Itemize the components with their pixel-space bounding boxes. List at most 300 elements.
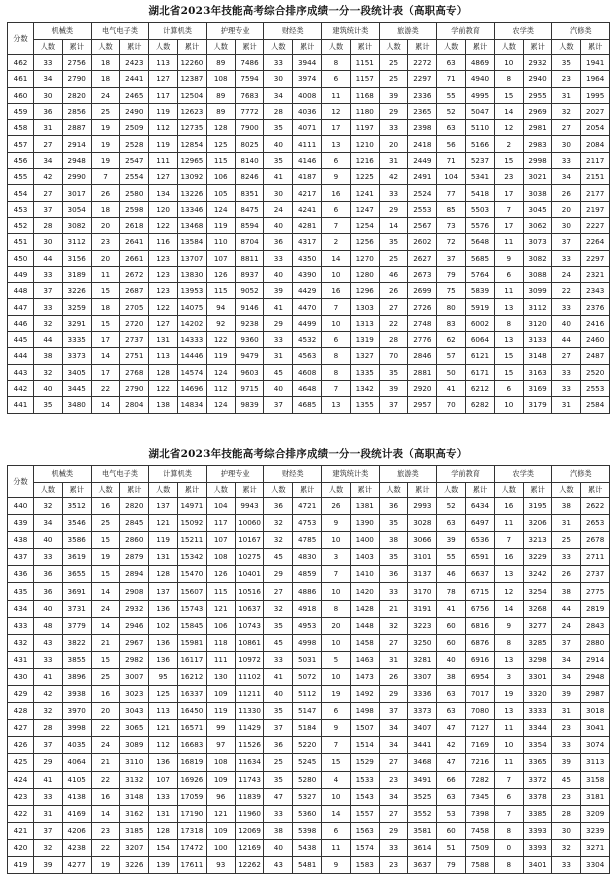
count-cell: 6 [322, 152, 351, 168]
count-cell: 63 [437, 788, 466, 805]
cumulative-cell: 1964 [581, 71, 610, 87]
count-header: 人数 [91, 40, 120, 55]
count-cell: 42 [437, 737, 466, 754]
score-cell: 426 [8, 737, 34, 754]
cumulative-cell: 17190 [178, 805, 207, 822]
cumulative-cell: 3239 [581, 822, 610, 839]
cumulative-cell: 2084 [581, 136, 610, 152]
cumulative-cell: 2756 [62, 55, 91, 71]
cumulative-cell: 2880 [581, 634, 610, 651]
cumulative-cell: 15743 [178, 600, 207, 617]
cumulative-cell: 2227 [581, 217, 610, 233]
cumulative-cell: 4859 [293, 566, 322, 583]
count-cell: 63 [437, 515, 466, 532]
count-cell: 41 [34, 771, 63, 788]
count-cell: 29 [379, 103, 408, 119]
count-cell: 8 [322, 348, 351, 364]
category-header: 电气电子类 [91, 23, 149, 40]
cumulative-cell: 3546 [62, 515, 91, 532]
count-cell: 10 [322, 634, 351, 651]
cumulative-cell: 3066 [408, 532, 437, 549]
cumulative-cell: 7216 [466, 754, 495, 771]
cumulative-cell: 3089 [120, 737, 149, 754]
cumulative-cell: 4532 [293, 332, 322, 348]
count-cell: 14 [494, 103, 523, 119]
count-cell: 41 [264, 668, 293, 685]
count-cell: 137 [149, 498, 178, 515]
cumulative-cell: 14696 [178, 380, 207, 396]
cumulative-cell: 1574 [350, 839, 379, 856]
score-cell: 457 [8, 136, 34, 152]
count-cell: 120 [149, 201, 178, 217]
count-cell: 31 [379, 651, 408, 668]
cumulative-cell: 2705 [120, 299, 149, 315]
category-header: 旅游类 [379, 466, 437, 483]
cumulative-cell: 2661 [120, 250, 149, 266]
count-cell: 40 [264, 266, 293, 282]
cumulative-cell: 2197 [581, 201, 610, 217]
cumulative-cell: 2321 [581, 266, 610, 282]
cumulative-cell: 1303 [350, 299, 379, 315]
count-cell: 122 [206, 332, 235, 348]
count-cell: 30 [34, 87, 63, 103]
count-cell: 126 [206, 266, 235, 282]
count-cell: 15 [322, 754, 351, 771]
cumulative-cell: 3271 [581, 839, 610, 856]
count-cell: 19 [91, 136, 120, 152]
cumulative-cell: 2554 [120, 169, 149, 185]
count-cell: 22 [552, 283, 581, 299]
count-cell: 44 [34, 250, 63, 266]
cumulative-cell: 3112 [523, 299, 552, 315]
count-cell: 20 [91, 217, 120, 233]
count-cell: 9 [322, 169, 351, 185]
cumulative-cell: 5327 [293, 788, 322, 805]
sheet-title: 湖北省2023年技能高考综合排序成绩一分一段统计表（高职高专） [148, 5, 468, 17]
table-row [8, 103, 610, 119]
cumulative-cell: 3179 [523, 397, 552, 413]
score-table [7, 22, 610, 414]
count-cell: 27 [379, 805, 408, 822]
cumulative-cell: 1529 [350, 754, 379, 771]
cumulative-cell: 11211 [235, 686, 264, 703]
cumulative-cell: 14834 [178, 397, 207, 413]
score-cell: 422 [8, 805, 34, 822]
count-cell: 131 [149, 805, 178, 822]
cumulative-cell: 2820 [120, 498, 149, 515]
count-cell: 46 [379, 266, 408, 282]
table-row [8, 839, 610, 856]
count-cell: 42 [34, 686, 63, 703]
cumulative-cell: 2819 [581, 600, 610, 617]
cumulative-cell: 5418 [466, 185, 495, 201]
cumulative-cell: 4241 [293, 201, 322, 217]
cumulative-cell: 12262 [235, 856, 264, 873]
cumulative-cell: 2602 [408, 234, 437, 250]
cumulative-cell: 15845 [178, 617, 207, 634]
table-row [8, 634, 610, 651]
cumulative-cell: 2967 [120, 634, 149, 651]
count-cell: 19 [322, 686, 351, 703]
count-cell: 8 [494, 634, 523, 651]
cumulative-cell: 4217 [293, 185, 322, 201]
cumulative-cell: 3372 [523, 771, 552, 788]
cumulative-cell: 3073 [523, 234, 552, 250]
score-cell: 421 [8, 822, 34, 839]
cumulative-cell: 4953 [293, 617, 322, 634]
cumulative-cell: 14446 [178, 348, 207, 364]
count-cell: 136 [149, 634, 178, 651]
count-cell: 15 [91, 532, 120, 549]
count-header: 人数 [206, 483, 235, 498]
count-cell: 24 [552, 266, 581, 282]
count-cell: 36 [34, 103, 63, 119]
cumulative-cell: 3162 [120, 805, 149, 822]
count-cell: 39 [379, 380, 408, 396]
cumulative-header: 累计 [581, 40, 610, 55]
count-cell: 19 [91, 549, 120, 566]
table-row [8, 566, 610, 583]
cumulative-cell: 3169 [523, 380, 552, 396]
count-cell: 31 [552, 515, 581, 532]
cumulative-cell: 1342 [350, 380, 379, 396]
score-cell: 431 [8, 651, 34, 668]
score-cell: 460 [8, 87, 34, 103]
score-cell: 454 [8, 185, 34, 201]
cumulative-cell: 2618 [120, 217, 149, 233]
count-cell: 14 [91, 617, 120, 634]
count-cell: 121 [149, 515, 178, 532]
count-cell: 39 [437, 532, 466, 549]
score-header: 分数 [8, 23, 34, 55]
count-cell: 107 [149, 771, 178, 788]
cumulative-cell: 2990 [62, 169, 91, 185]
cumulative-header: 累计 [178, 483, 207, 498]
count-cell: 20 [552, 201, 581, 217]
count-cell: 18 [91, 201, 120, 217]
cumulative-cell: 3007 [120, 668, 149, 685]
count-cell: 13 [494, 703, 523, 720]
count-cell: 24 [91, 600, 120, 617]
cumulative-cell: 5280 [293, 771, 322, 788]
count-cell: 23 [91, 822, 120, 839]
cumulative-cell: 1463 [350, 651, 379, 668]
count-cell: 35 [34, 397, 63, 413]
count-cell: 26 [91, 185, 120, 201]
cumulative-cell: 3401 [523, 856, 552, 873]
cumulative-cell: 9603 [235, 364, 264, 380]
count-cell: 3 [494, 668, 523, 685]
cumulative-cell: 13953 [178, 283, 207, 299]
score-cell: 444 [8, 348, 34, 364]
count-cell: 37 [379, 703, 408, 720]
cumulative-cell: 3373 [408, 703, 437, 720]
cumulative-cell: 2932 [523, 55, 552, 71]
cumulative-cell: 10861 [235, 634, 264, 651]
cumulative-cell: 1514 [350, 737, 379, 754]
cumulative-cell: 3209 [581, 805, 610, 822]
count-cell: 55 [437, 549, 466, 566]
count-cell: 33 [379, 583, 408, 600]
count-cell: 23 [552, 788, 581, 805]
count-cell: 111 [206, 651, 235, 668]
count-cell: 33 [34, 549, 63, 566]
count-cell: 21 [379, 600, 408, 617]
cumulative-cell: 3082 [62, 217, 91, 233]
cumulative-cell: 3148 [523, 348, 552, 364]
cumulative-cell: 3320 [523, 686, 552, 703]
count-cell: 124 [206, 397, 235, 413]
count-cell: 37 [437, 250, 466, 266]
count-cell: 10 [322, 583, 351, 600]
cumulative-cell: 2790 [120, 380, 149, 396]
cumulative-cell: 3619 [62, 549, 91, 566]
cumulative-header: 累计 [62, 40, 91, 55]
count-cell: 111 [149, 152, 178, 168]
cumulative-cell: 3207 [120, 839, 149, 856]
cumulative-cell: 2957 [408, 397, 437, 413]
count-cell: 37 [34, 737, 63, 754]
cumulative-header: 累计 [178, 40, 207, 55]
cumulative-cell: 4036 [293, 103, 322, 119]
cumulative-cell: 2699 [408, 283, 437, 299]
score-cell: 455 [8, 169, 34, 185]
cumulative-cell: 1507 [350, 720, 379, 737]
cumulative-cell: 11634 [235, 754, 264, 771]
cumulative-cell: 5839 [466, 283, 495, 299]
cumulative-cell: 3185 [120, 822, 149, 839]
count-cell: 37 [379, 397, 408, 413]
cumulative-cell: 17059 [178, 788, 207, 805]
cumulative-cell: 3335 [62, 332, 91, 348]
cumulative-cell: 8937 [235, 266, 264, 282]
cumulative-cell: 10516 [235, 583, 264, 600]
cumulative-cell: 14333 [178, 332, 207, 348]
count-cell: 33 [264, 805, 293, 822]
table-row [8, 283, 610, 299]
table-row [8, 234, 610, 250]
count-cell: 45 [264, 634, 293, 651]
count-cell: 104 [206, 498, 235, 515]
cumulative-cell: 9715 [235, 380, 264, 396]
cumulative-cell: 3113 [581, 754, 610, 771]
table-row [8, 498, 610, 515]
cumulative-cell: 4238 [62, 839, 91, 856]
cumulative-cell: 2920 [408, 380, 437, 396]
cumulative-cell: 3336 [408, 686, 437, 703]
count-header: 人数 [206, 40, 235, 55]
count-cell: 23 [379, 771, 408, 788]
count-cell: 29 [34, 754, 63, 771]
cumulative-cell: 3181 [581, 788, 610, 805]
cumulative-cell: 11429 [235, 720, 264, 737]
cumulative-cell: 3158 [581, 771, 610, 788]
count-cell: 35 [264, 703, 293, 720]
category-header: 汽修类 [552, 23, 610, 40]
count-cell: 34 [379, 788, 408, 805]
cumulative-cell: 5398 [293, 822, 322, 839]
count-cell: 136 [149, 651, 178, 668]
cumulative-cell: 2460 [581, 332, 610, 348]
count-cell: 3 [322, 549, 351, 566]
cumulative-header: 累计 [235, 40, 264, 55]
cumulative-cell: 13707 [178, 250, 207, 266]
count-cell: 41 [437, 380, 466, 396]
cumulative-cell: 2177 [581, 185, 610, 201]
count-cell: 112 [149, 737, 178, 754]
category-header: 学前教育 [437, 23, 495, 40]
cumulative-cell: 5110 [466, 120, 495, 136]
count-cell: 27 [379, 754, 408, 771]
cumulative-cell: 3191 [408, 600, 437, 617]
count-cell: 8 [494, 315, 523, 331]
cumulative-cell: 3045 [523, 201, 552, 217]
score-cell: 424 [8, 771, 34, 788]
cumulative-cell: 1180 [350, 103, 379, 119]
cumulative-cell: 16683 [178, 737, 207, 754]
cumulative-cell: 9052 [235, 283, 264, 299]
cumulative-cell: 2860 [120, 532, 149, 549]
cumulative-cell: 6497 [466, 515, 495, 532]
count-cell: 78 [437, 583, 466, 600]
count-cell: 107 [206, 532, 235, 549]
count-cell: 38 [264, 822, 293, 839]
cumulative-cell: 12260 [178, 55, 207, 71]
cumulative-header: 累计 [350, 483, 379, 498]
count-cell: 46 [437, 566, 466, 583]
cumulative-cell: 5245 [293, 754, 322, 771]
table-row [8, 348, 610, 364]
cumulative-cell: 7282 [466, 771, 495, 788]
table-body [8, 55, 610, 414]
cumulative-cell: 2775 [581, 583, 610, 600]
count-cell: 45 [264, 549, 293, 566]
count-cell: 32 [34, 315, 63, 331]
count-cell: 63 [437, 55, 466, 71]
count-cell: 115 [206, 152, 235, 168]
count-cell: 31 [552, 703, 581, 720]
count-cell: 39 [552, 686, 581, 703]
count-cell: 34 [264, 87, 293, 103]
count-cell: 13 [494, 566, 523, 583]
category-header-row [8, 23, 610, 40]
cumulative-cell: 2932 [120, 600, 149, 617]
count-cell: 35 [264, 152, 293, 168]
count-cell: 57 [437, 348, 466, 364]
count-cell: 6 [322, 71, 351, 87]
count-cell: 34 [379, 720, 408, 737]
count-cell: 70 [379, 348, 408, 364]
table-row [8, 266, 610, 282]
category-header: 机械类 [34, 466, 92, 483]
cumulative-cell: 1410 [350, 566, 379, 583]
count-header: 人数 [322, 40, 351, 55]
count-cell: 40 [264, 686, 293, 703]
cumulative-cell: 4429 [293, 283, 322, 299]
cumulative-cell: 6536 [466, 532, 495, 549]
count-cell: 113 [149, 348, 178, 364]
cumulative-cell: 11330 [235, 703, 264, 720]
cumulative-cell: 1254 [350, 217, 379, 233]
count-cell: 63 [437, 120, 466, 136]
cumulative-cell: 1168 [350, 87, 379, 103]
count-cell: 2 [322, 234, 351, 250]
cumulative-cell: 3731 [62, 600, 91, 617]
category-header: 学前教育 [437, 466, 495, 483]
cumulative-header: 累计 [523, 40, 552, 55]
cumulative-cell: 3373 [62, 348, 91, 364]
table-row [8, 397, 610, 413]
cumulative-cell: 3254 [523, 583, 552, 600]
cumulative-cell: 2969 [523, 103, 552, 119]
cumulative-cell: 3491 [408, 771, 437, 788]
table-row [8, 805, 610, 822]
count-cell: 125 [206, 136, 235, 152]
table-row [8, 600, 610, 617]
cumulative-cell: 3062 [523, 217, 552, 233]
cumulative-cell: 2672 [120, 266, 149, 282]
count-header: 人数 [379, 483, 408, 498]
count-cell: 31 [34, 805, 63, 822]
cumulative-cell: 1197 [350, 120, 379, 136]
count-header: 人数 [34, 40, 63, 55]
cumulative-cell: 7683 [235, 87, 264, 103]
count-cell: 33 [552, 856, 581, 873]
count-cell: 31 [34, 120, 63, 136]
count-cell: 35 [552, 55, 581, 71]
category-header: 农学类 [494, 466, 552, 483]
score-sheet-1 [7, 0, 609, 414]
count-cell: 11 [494, 515, 523, 532]
cumulative-cell: 12169 [235, 839, 264, 856]
count-cell: 119 [149, 532, 178, 549]
cumulative-cell: 1941 [581, 55, 610, 71]
cumulative-cell: 10972 [235, 651, 264, 668]
count-header: 人数 [264, 40, 293, 55]
cumulative-cell: 3189 [62, 266, 91, 282]
table-row [8, 364, 610, 380]
count-cell: 71 [437, 71, 466, 87]
count-cell: 108 [206, 549, 235, 566]
cumulative-cell: 3525 [408, 788, 437, 805]
count-cell: 41 [437, 600, 466, 617]
count-cell: 16 [322, 185, 351, 201]
cumulative-cell: 3099 [523, 283, 552, 299]
cumulative-cell: 7080 [466, 703, 495, 720]
count-cell: 7 [494, 771, 523, 788]
cumulative-cell: 3405 [62, 364, 91, 380]
cumulative-cell: 4869 [466, 55, 495, 71]
count-header: 人数 [149, 40, 178, 55]
table-row [8, 788, 610, 805]
score-cell: 430 [8, 668, 34, 685]
score-cell: 445 [8, 332, 34, 348]
count-cell: 23 [552, 720, 581, 737]
count-cell: 15 [91, 651, 120, 668]
count-cell: 30 [552, 822, 581, 839]
cumulative-cell: 4563 [293, 348, 322, 364]
cumulative-cell: 2528 [120, 136, 149, 152]
cumulative-cell: 6715 [466, 583, 495, 600]
cumulative-cell: 4146 [293, 152, 322, 168]
count-cell: 55 [437, 87, 466, 103]
count-cell: 9 [322, 515, 351, 532]
count-cell: 110 [206, 234, 235, 250]
cumulative-cell: 4071 [293, 120, 322, 136]
cumulative-cell: 7588 [466, 856, 495, 873]
count-cell: 106 [206, 169, 235, 185]
cumulative-cell: 2673 [408, 266, 437, 282]
